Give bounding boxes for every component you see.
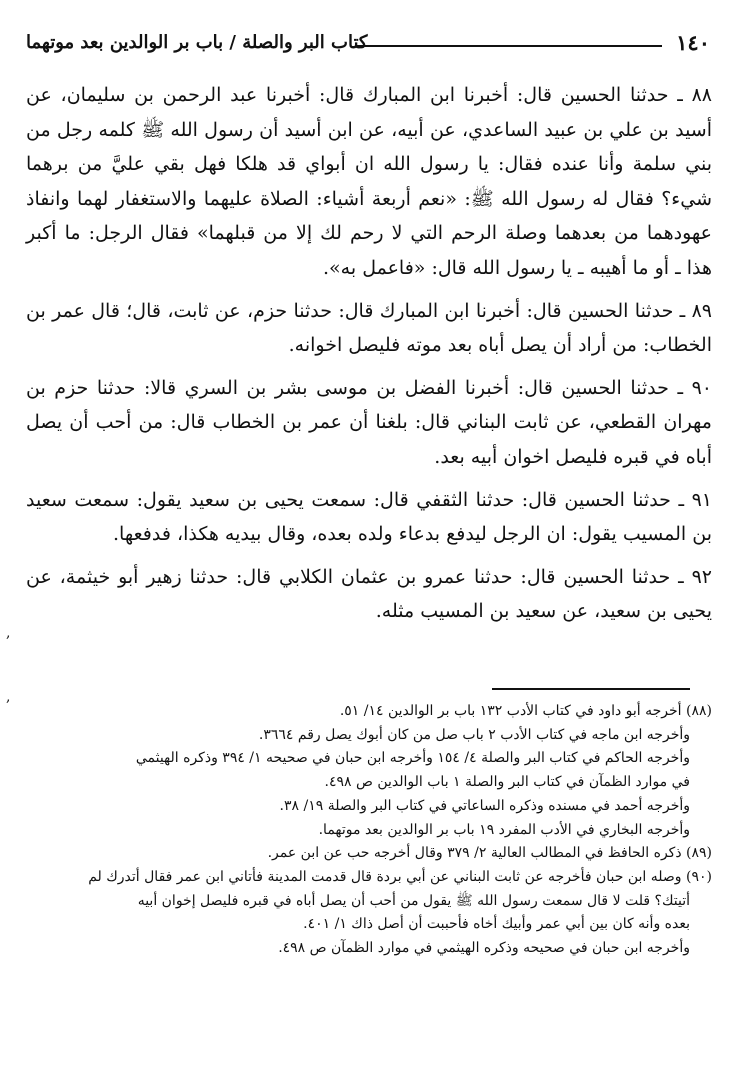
hadith-88: ٨٨ ـ حدثنا الحسين قال: أخبرنا ابن المبارك قال: أخبرنا عبد الرحمن بن سليمان، عن أسيد بن علي بن عبيد الساعدي، عن أبيه، عن ابن أسيد أن رسول الله ﷺ كلمه رجل من بني سلمة وأنا عنده فقال: يا رسول الله ان أبواي قد هلكا فهل بقي عليَّ من برهما شيء؟ فقال له رسول الله ﷺ: «نعم أربعة أشياء: الصلاة عليهما والاستغفار لهما وانفاذ عهودهما من بعدهما وصلة الرحم التي لا رحم لك إلا من قبلهما» فقال الرجل: ما أكبر هذا ـ أو ما أهيبه ـ يا رسول الله قال: «فاعمل به». — [26, 84, 712, 279]
hadith-91: ٩١ ـ حدثنا الحسين قال: حدثنا الثقفي قال: سمعت يحيى بن سعيد يقول: سمعت سعيد بن المسيب يقول: ان الرجل ليدفع بدعاء ولده بعده، وقال بيديه هكذا، فدفعها. — [26, 488, 712, 546]
footnote-line: وأخرجه البخاري في الأدب المفرد ١٩ باب بر الوالدين بعد موتهما. — [318, 821, 690, 838]
footnote-line: وأخرجه ابن حبان في صحيحه وذكره الهيثمي في موارد الظمآن ص ٤٩٨. — [278, 940, 690, 957]
footnote-line: وأخرجه ابن ماجه في كتاب الأدب ٢ باب صل من كان أبوك يصل رقم ٣٦٦٤. — [258, 726, 690, 743]
running-header — [26, 28, 710, 58]
footnote-line: وأخرجه الحاكم في كتاب البر والصلة ٤/ ١٥٤ وأخرجه ابن حبان في صحيحه ١/ ٣٩٤ وذكره الهيثمي — [135, 750, 690, 767]
header-rule — [357, 45, 662, 47]
margin-mark: , — [6, 689, 11, 705]
footnote-separator — [492, 688, 690, 690]
page-number: ١٤٠ — [676, 30, 710, 55]
hadith-89: ٨٩ ـ حدثنا الحسين قال: أخبرنا ابن المبارك قال: حدثنا حزم، عن ثابت، قال؛ قال عمر بن الخطاب: من أراد أن يصل أباه بعد موته فليصل اخوانه. — [26, 299, 712, 357]
margin-mark: , — [6, 625, 11, 641]
footnote-line: (٨٩) ذكره الحافظ في المطالب العالية ٢/ ٣٧٩ وقال أخرجه حب عن ابن عمر. — [267, 845, 712, 862]
footnote-line: وأخرجه أحمد في مسنده وذكره الساعاتي في كتاب البر والصلة ١٩/ ٣٨. — [279, 797, 690, 814]
footnote-line: بعده وأنه كان بين أبي عمر وأبيك أخاه فأحببت أن أصل ذاك ١/ ٤٠١. — [303, 916, 690, 933]
footnote-line: (٩٠) وصله ابن حبان فأخرجه عن ثابت البناني عن أبي بردة قال قدمت المدينة فأتاني ابن عمر فقال أتدرك لم — [88, 868, 712, 885]
footnote-line: في موارد الظمآن في كتاب البر والصلة ١ باب الوالدين ص ٤٩٨. — [324, 774, 690, 791]
hadith-90: ٩٠ ـ حدثنا الحسين قال: أخبرنا الفضل بن موسى بشر بن السري قالا: حدثنا حزم بن مهران القطعي، عن ثابت البناني قال: بلغنا أن عمر بن الخطاب قال: من أحب أن يصل أباه في قبره فليصل اخوان أبيه بعد. — [26, 376, 712, 468]
footnote-line: أتيتك؟ قلت لا قال سمعت رسول الله ﷺ يقول من أحب أن يصل أباه في قبره فليصل إخوان أبيه — [137, 892, 690, 909]
footnote-line: (٨٨) أخرجه أبو داود في كتاب الأدب ١٣٢ باب بر الوالدين ١٤/ ٥١. — [339, 703, 712, 719]
chapter-title: كتاب البر والصلة / باب بر الوالدين بعد موتهما — [26, 32, 368, 53]
hadith-92: ٩٢ ـ حدثنا الحسين قال: حدثنا عمرو بن عثمان الكلابي قال: حدثنا زهير أبو خيثمة، عن يحيى بن سعيد، عن سعيد بن المسيب مثله. — [26, 565, 712, 623]
main-text — [26, 78, 712, 637]
footnotes — [26, 700, 712, 961]
